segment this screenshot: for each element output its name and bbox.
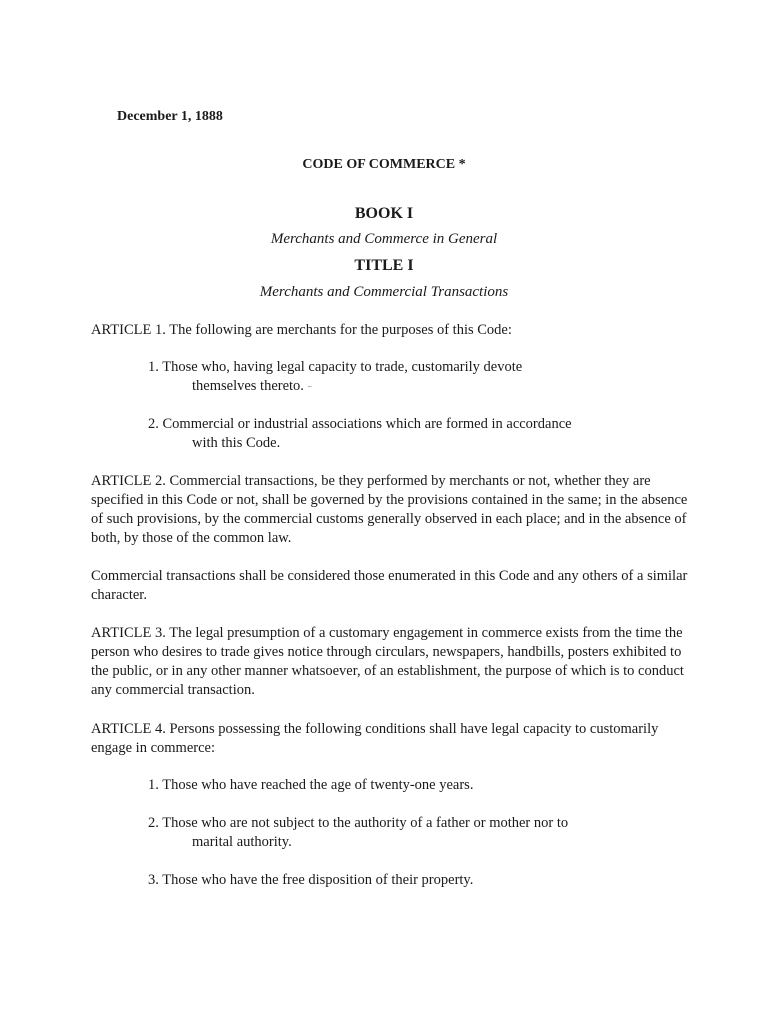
book-heading: BOOK I: [354, 205, 414, 222]
code-title: CODE OF COMMERCE *: [302, 157, 466, 172]
article-1-item-2-line-1: 2. Commercial or industrial associations which are formed in accordance: [148, 416, 572, 432]
article-1-item-1: [148, 358, 708, 396]
article-1-item-2-line-2: with this Code.: [192, 435, 281, 451]
article-3-paragraph: ARTICLE 3. The legal presumption of a customary engagement in commerce exists from the time the person who desires to trade gives notice through circulars, newspapers, handbills, posters exhibited to the public, or in any other manner whatsoever, of an establishment, the purpose of which is to conduct any commercial transaction.: [91, 625, 684, 698]
article-4-intro: ARTICLE 4. Persons possessing the following conditions shall have legal capacity to customarily engage in commerce:: [91, 721, 659, 756]
article-2-paragraph-2: Commercial transactions shall be considered those enumerated in this Code and any others of a similar character.: [91, 568, 688, 603]
title-subtitle: Merchants and Commercial Transactions: [259, 284, 509, 300]
article-4-item-2: [148, 814, 708, 852]
article-1-item-1-line-1: 1. Those who, having legal capacity to trade, customarily devote: [148, 359, 523, 375]
article-2-paragraph-1: ARTICLE 2. Commercial transactions, be they performed by merchants or not, whether they are specified in this Code or not, shall be governed by the provisions contained in the same; in the absence of such provisions, by the commercial customs generally observed in each place; and in the absence of both, by those of the common law.: [91, 473, 688, 546]
article-1-item-1-line-2: themselves thereto.: [192, 378, 304, 394]
book-subtitle: Merchants and Commerce in General: [270, 231, 498, 247]
article-4-item-1: 1. Those who have reached the age of twenty-one years.: [148, 777, 474, 793]
document-date: December 1, 1888: [117, 109, 223, 124]
footnote-marker-icon: •••: [307, 384, 312, 390]
article-1-intro: ARTICLE 1. The following are merchants for the purposes of this Code:: [91, 322, 512, 338]
article-1-item-2: [148, 415, 708, 453]
title-heading: TITLE I: [354, 257, 414, 274]
article-4-item-3: 3. Those who have the free disposition of their property.: [148, 872, 474, 888]
article-4-item-2-line-1: 2. Those who are not subject to the authority of a father or mother nor to: [148, 815, 569, 831]
article-4-item-2-line-2: marital authority.: [192, 834, 292, 850]
